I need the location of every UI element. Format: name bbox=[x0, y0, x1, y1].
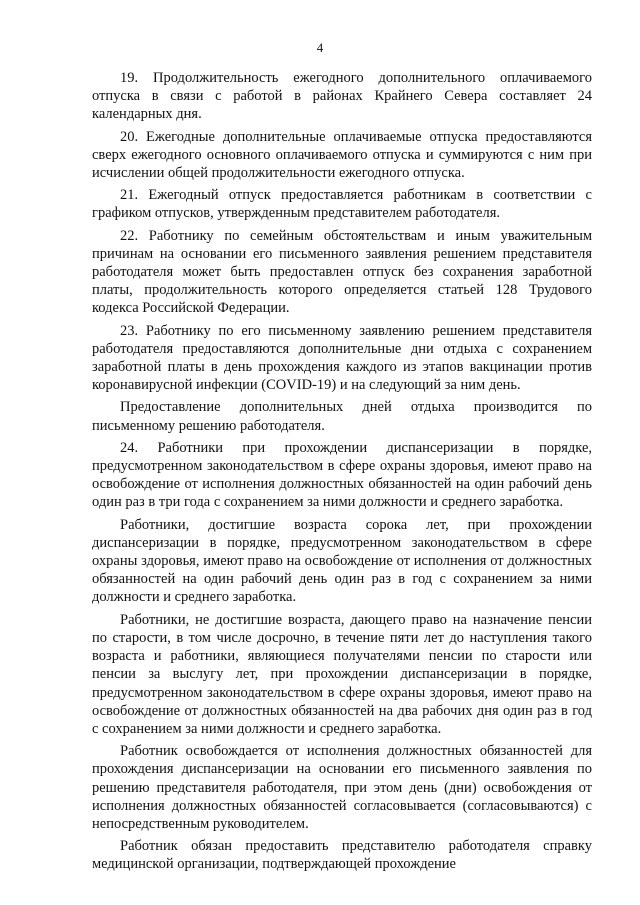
paragraph-20: 20. Ежегодные дополнительные оплачиваемые отпуска предоставляются сверх ежегодного основного оплачиваемого отпуска и суммируются с ним при исчислении общей продолжительности ежегодного отпуска. bbox=[92, 128, 592, 182]
paragraph-24-release-procedure: Работник освобождается от исполнения должностных обязанностей для прохождения диспансеризации на основании его письменного заявления по решению представителя работодателя, при этом день (дни) освобождения от исполнения должностных обязанностей согласовывается (согласовываются) с непосредственным руководителем. bbox=[92, 743, 592, 832]
paragraph-23: 23. Работнику по его письменному заявлению решением представителя работодателя предоставляются дополнительные дни отдыха с сохранением заработной платы в день прохождения каждого из этапов вакцинации против коронавирусной инфекции (COVID-19) и на следующий за ним день. bbox=[92, 322, 592, 394]
paragraph-23-continued: Предоставление дополнительных дней отдыха производится по письменному решению работодателя. bbox=[92, 399, 592, 434]
paragraph-24-certificate: Работник обязан предоставить представителю работодателя справку медицинской организации, подтверждающей прохождение bbox=[92, 838, 592, 873]
paragraph-22: 22. Работнику по семейным обстоятельствам и иным уважительным причинам на основании его письменного заявления решением представителя работодателя может быть предоставлен отпуск без сохранения заработной платы, продолжительность которого определяется статьей 128 Трудового кодекса Российской Федерации. bbox=[92, 227, 592, 317]
page-number: 4 bbox=[316, 40, 324, 55]
paragraph-24-age-forty: Работники, достигшие возраста сорока лет, при прохождении диспансеризации в порядке, предусмотренном законодательством в сфере охраны здоровья, имеют право на освобождение от исполнения от должностных обязанностей на один рабочий день один раз в год с сохранением за ними должности и среднего заработка. bbox=[92, 516, 592, 606]
document-body bbox=[92, 69, 592, 874]
paragraph-21: 21. Ежегодный отпуск предоставляется работникам в соответствии с графиком отпусков, утвержденным представителем работодателя. bbox=[92, 187, 592, 222]
paragraph-24: 24. Работники при прохождении диспансеризации в порядке, предусмотренном законодательством в сфере охраны здоровья, имеют право на освобождение от исполнения должностных обязанностей на один рабочий день один раз в три года с сохранением за ними должности и среднего заработка. bbox=[92, 439, 592, 511]
paragraph-19: 19. Продолжительность ежегодного дополнительного оплачиваемого отпуска в связи с работой в районах Крайнего Севера составляет 24 календарных дня. bbox=[92, 70, 592, 123]
paragraph-24-pre-pension: Работники, не достигшие возраста, дающего право на назначение пенсии по старости, в том числе досрочно, в течение пяти лет до наступления такого возраста и работники, являющиеся получателями пенсии по старости или пенсии за выслугу лет, при прохождении диспансеризации в порядке, предусмотренном законодательством в сфере охраны здоровья, имеют право на освобождение от должностных обязанностей на два рабочих дня один раз в год с сохранением за ними должности и среднего заработка. bbox=[92, 611, 592, 737]
